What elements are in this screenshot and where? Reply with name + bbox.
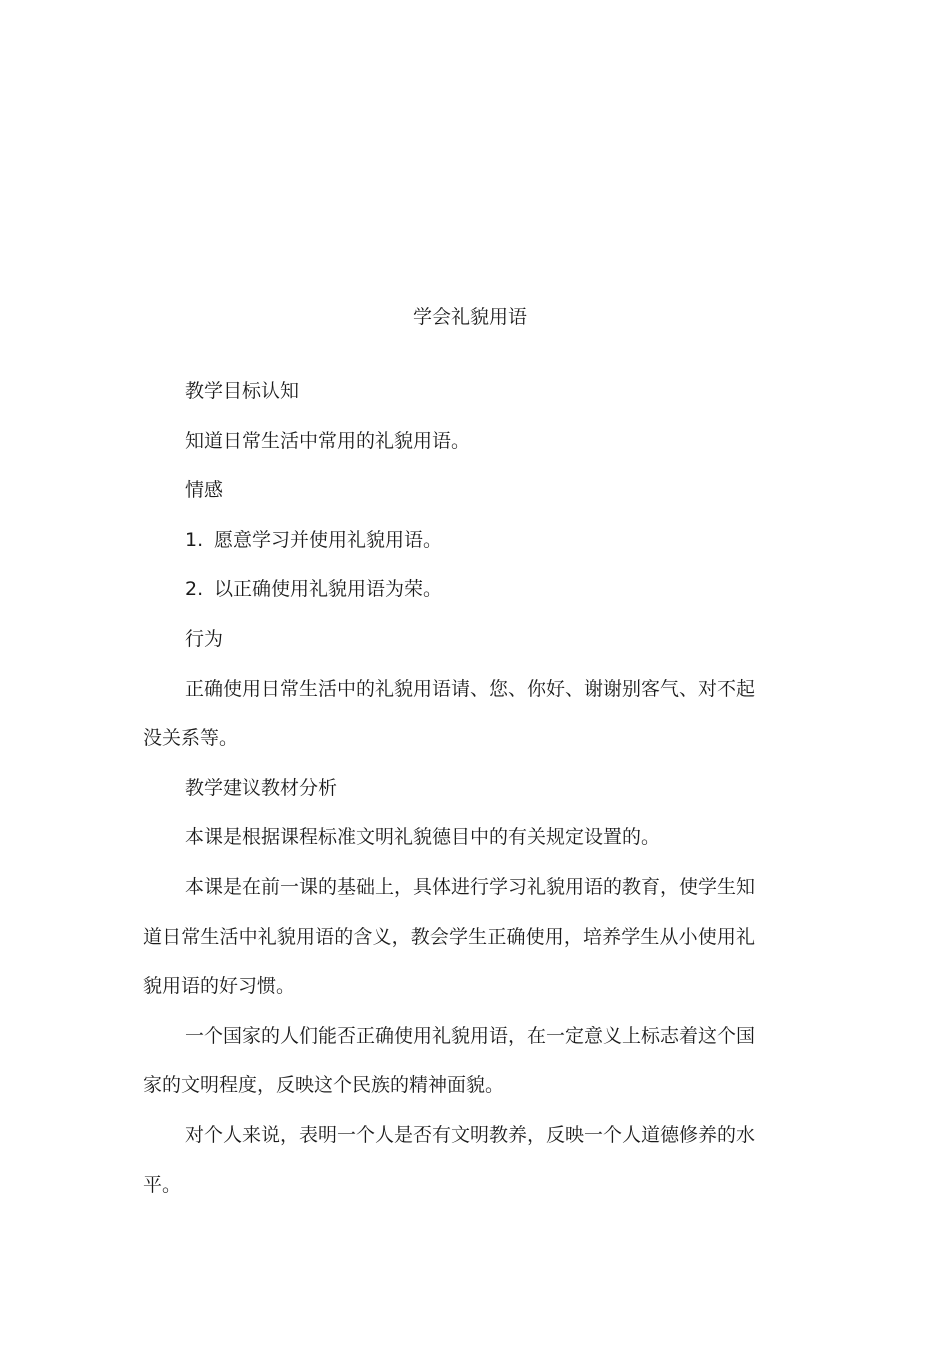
paragraph-teaching-suggestion: 教学建议教材分析 (185, 776, 338, 799)
list-number: 2. (185, 578, 204, 601)
paragraph-textbook-analysis-2: 本课是在前一课的基础上，具体进行学习礼貌用语的教育，使学生知道日常生活中礼貌用语的含义，教会学生正确使用，培养学生从小使用礼貌用语的好习惯。 (143, 875, 756, 998)
paragraph-behavior-heading: 行为 (185, 627, 224, 650)
paragraph-emotion-heading: 情感 (185, 479, 224, 502)
paragraph-teaching-goal-cognition: 教学目标认知 (185, 380, 300, 402)
document-body (143, 367, 755, 1210)
paragraph-textbook-analysis-1: 本课是根据课程标准文明礼貌德目中的有关规定设置的。 (185, 826, 661, 849)
document-title: 学会礼貌用语 (412, 306, 527, 328)
list-item-emotion-2 (143, 565, 755, 615)
list-item-emotion-1 (143, 516, 755, 566)
paragraph-cognition-content: 知道日常生活中常用的礼貌用语。 (185, 429, 471, 452)
paragraph-textbook-analysis-3: 一个国家的人们能否正确使用礼貌用语，在一定意义上标志着这个国家的文明程度，反映这个民族的精神面貌。 (143, 1024, 756, 1097)
paragraph-textbook-analysis-4: 对个人来说，表明一个人是否有文明教养，反映一个人道德修养的水平。 (143, 1123, 756, 1196)
list-number: 1. (185, 528, 204, 551)
list-item-text: 以正确使用礼貌用语为荣。 (214, 578, 443, 601)
paragraph-behavior-content: 正确使用日常生活中的礼貌用语请、您、你好、谢谢别客气、对不起没关系等。 (143, 677, 756, 750)
list-item-text: 愿意学习并使用礼貌用语。 (214, 528, 443, 551)
